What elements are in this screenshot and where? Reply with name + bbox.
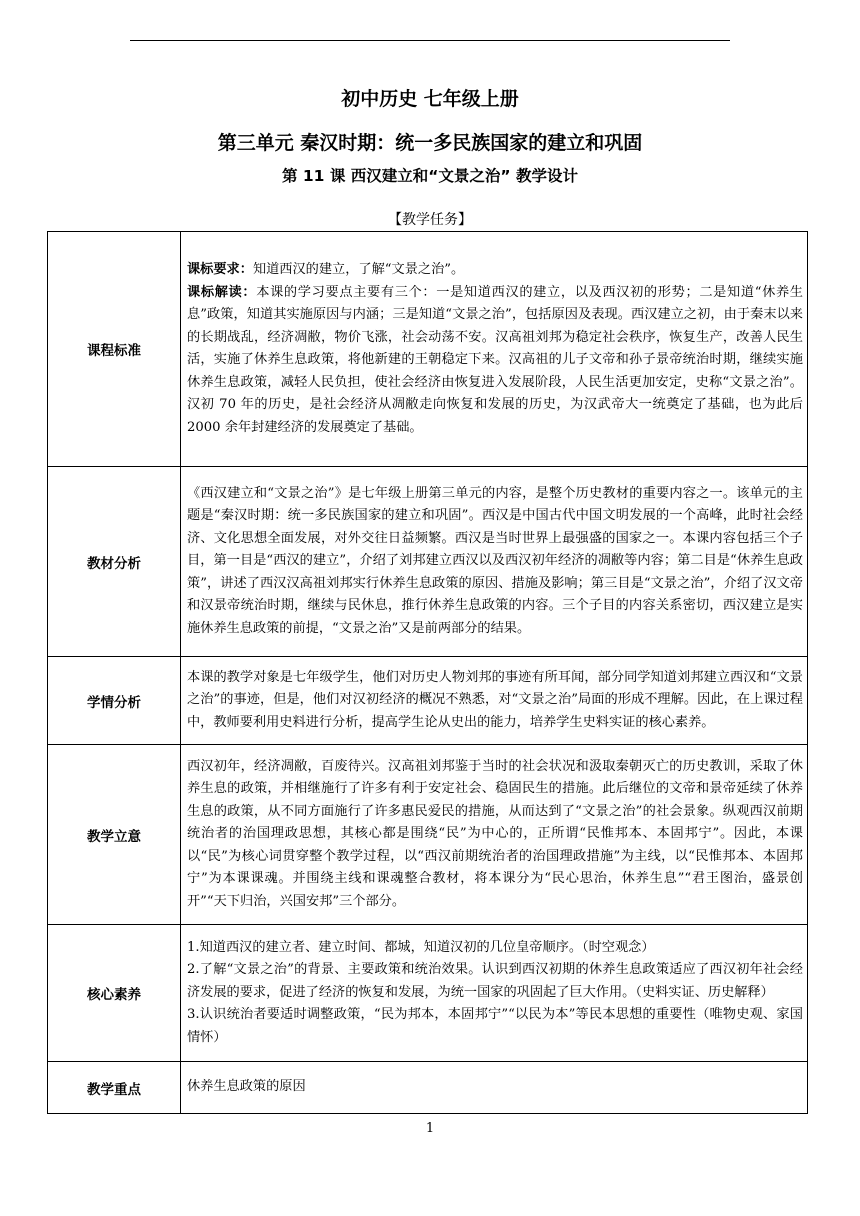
table-row [48, 657, 808, 745]
header-rule [130, 40, 730, 41]
document-title: 初中历史 七年级上册 [341, 88, 519, 110]
paragraph-key: 课标解读： [187, 284, 257, 300]
paragraph-text: 3.认识统治者要适时调整政策，“民为邦本，本固邦宁”“以民为本”等民本思想的重要性（唯物史观、家国情怀） [187, 1007, 803, 1045]
paragraph [187, 667, 803, 735]
table-row [48, 1062, 808, 1114]
row-label: 学情分析 [48, 657, 181, 745]
table-row [48, 745, 808, 925]
row-label: 教学立意 [48, 745, 181, 925]
row-content [181, 467, 808, 657]
table-row [48, 232, 808, 467]
paragraph-text: 知道西汉的建立，了解“文景之治”。 [252, 262, 465, 277]
paragraph [187, 282, 803, 440]
paragraph-text: 2.了解“文景之治”的背景、主要政策和统治效果。认识到西汉初期的休养生息政策适应了西汉初年社会经济发展的要求，促进了经济的恢复和发展，为统一国家的巩固起了巨大作用。（史料实证、历史解释） [187, 962, 803, 1000]
row-content [181, 745, 808, 925]
row-label: 核心素养 [48, 925, 181, 1062]
lesson-title: 第 11 课 西汉建立和“文景之治” 教学设计 [281, 167, 579, 185]
table-row [48, 467, 808, 657]
paragraph-text: 本课的教学对象是七年级学生，他们对历史人物刘邦的事迹有所耳闻，部分同学知道刘邦建立西汉和“文景之治”的事迹，但是，他们对汉初经济的概况不熟悉，对“文景之治”局面的形成不理解。因此，在上课过程中，教师要利用史料进行分析，提高学生论从史出的能力，培养学生史料实证的核心素养。 [187, 669, 803, 730]
section-title: 【教学任务】 [388, 212, 472, 228]
paragraph-text: 1.知道西汉的建立者、建立时间、都城，知道汉初的几位皇帝顺序。（时空观念） [187, 939, 655, 955]
paragraph [187, 959, 803, 1004]
paragraph [187, 937, 803, 960]
row-content [181, 1062, 808, 1114]
page-number: 1 [425, 1121, 435, 1136]
paragraph-key: 课标要求： [187, 262, 253, 277]
paragraph-text: 西汉初年，经济凋敝，百废待兴。汉高祖刘邦鉴于当时的社会状况和汲取秦朝灭亡的历史教训，采取了休养生息的政策，并相继施行了许多有利于安定社会、稳固民生的措施。此后继位的文帝和景帝延续了休养生息的政策，从不同方面施行了许多惠民爱民的措施，从而达到了“文景之治”的社会景象。纵观西汉前期统治者的治国理政思想，其核心都是围绕“民”为中心的，正所谓“民惟邦本、本固邦宁”。因此，本课以“民”为核心词贯穿整个教学过程，以“西汉前期统治者的治国理政措施”为主线，以“民惟邦本、本固邦宁”为本课课魂。并围绕主线和课魂整合教材，将本课分为“民心思治，休养生息”“君王图治，盛景创开”“天下归治，兴国安邦”三个部分。 [187, 758, 803, 909]
row-content [181, 232, 808, 467]
paragraph [187, 756, 803, 914]
paragraph [187, 1076, 803, 1099]
paragraph [187, 259, 803, 282]
row-content [181, 925, 808, 1062]
paragraph-text: 《西汉建立和“文景之治”》是七年级上册第三单元的内容，是整个历史教材的重要内容之一。该单元的主题是“秦汉时期：统一多民族国家的建立和巩固”。西汉是中国古代中国文明发展的一个高峰，此时社会经济、文化思想全面发展，对外交往日益频繁。西汉是当时世界上最强盛的国家之一。本课内容包括三个子目，第一目是“西汉的建立”，介绍了刘邦建立西汉以及西汉初年经济的凋敝等内容；第二目是“休养生息政策”，讲述了西汉汉高祖刘邦实行休养生息政策的原因、措施及影响；第三目是“文景之治”，介绍了汉文帝和汉景帝统治时期，继续与民休息，推行休养生息政策的内容。三个子目的内容关系密切，西汉建立是实施休养生息政策的前提，“文景之治”又是前两部分的结果。 [187, 485, 803, 636]
paragraph-text: 休养生息政策的原因 [187, 1079, 306, 1095]
row-content [181, 657, 808, 745]
table-row [48, 925, 808, 1062]
teaching-task-table [47, 231, 808, 1114]
paragraph-text: 本课的学习要点主要有三个：一是知道西汉的建立，以及西汉初的形势；二是知道“休养生息”政策，知道其实施原因与内涵；三是知道“文景之治”，包括原因及表现。西汉建立之初，由于秦末以来的长期战乱，经济凋敝，物价飞涨，社会动荡不安。汉高祖刘邦为稳定社会秩序，恢复生产，改善人民生活，实施了休养生息政策，将他新建的王朝稳定下来。汉高祖的儿子文帝和孙子景帝统治时期，继续实施休养生息政策，减轻人民负担，使社会经济由恢复进入发展阶段，人民生活更加安定，史称“文景之治”。汉初 70 年的历史，是社会经济从凋敝走向恢复和发展的历史，为汉武帝大一统奠定了基础，也为此后 2000 余年封建经济的发展奠定了基础。 [187, 284, 803, 435]
row-label: 课程标准 [48, 232, 181, 467]
paragraph [187, 483, 803, 641]
row-label: 教学重点 [48, 1062, 181, 1114]
unit-title: 第三单元 秦汉时期：统一多民族国家的建立和巩固 [217, 132, 643, 154]
paragraph [187, 1004, 803, 1049]
row-label: 教材分析 [48, 467, 181, 657]
